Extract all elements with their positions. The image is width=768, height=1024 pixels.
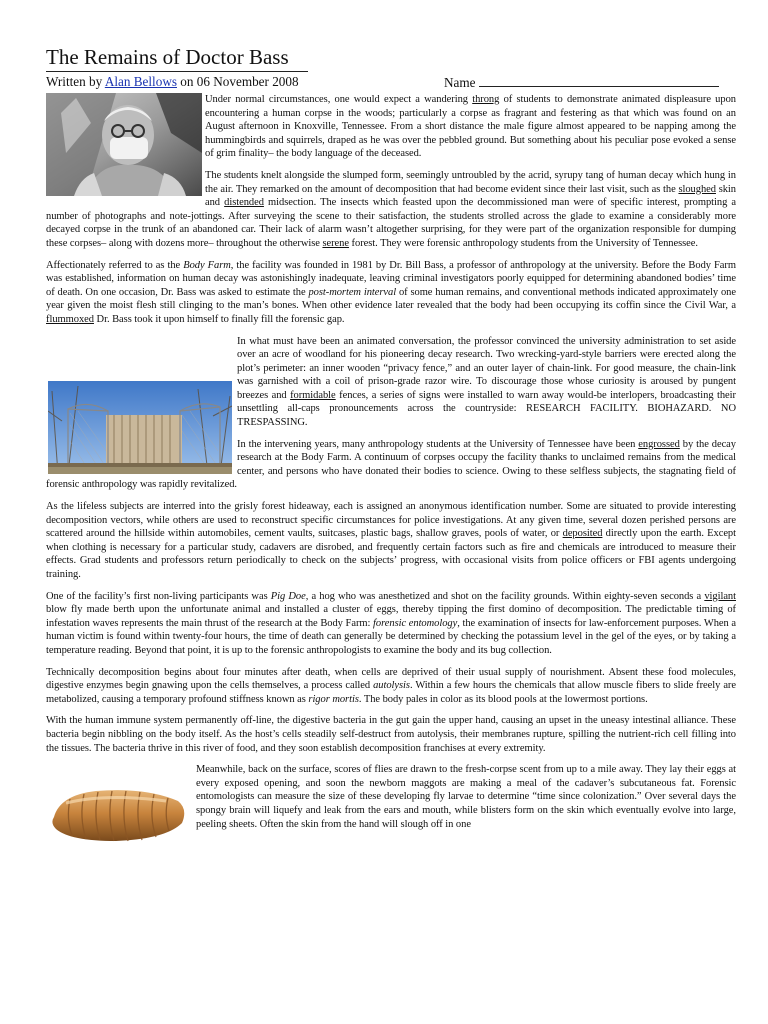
paragraph-2: The students knelt alongside the slumped form, seemingly untroubled by the acrid, syrupy tang of human decay which hung in the air. They remarked on the amount of decomposition that had become evident since their last visit, such as the sloughed skin and distended midsection. The insects which feasted upon the decommissioned man were of specific interest, prompting a number of photographs and note-jottings. After surveying the scene to their satisfaction, the students strolled across the glade to examine a considerably more decayed corpse in the trunk of an abandoned car. Their lack of alarm wasn’t altogether surprising, for they were part of the organization responsible for dumping these corpses– along with dozens more– throughout the otherwise serene forest. They were forensic anthropology students from the University of Tennessee. <box>46 169 736 249</box>
photo-maggot <box>46 779 190 851</box>
article-body <box>46 93 736 831</box>
paragraph-9: With the human immune system permanently off-line, the digestive bacteria in the gut gain the upper hand, causing an upset in the uneasy intestinal alliance. These bacteria begin nibbling on the body itself. As the host’s cells steadily self-destruct from autolysis, their membranes rupture, spilling the nutrient-rich cell filling into the tissues. The bacteria thrive in this river of food, and they soon establish decomposition franchises at every extremity. <box>46 715 736 754</box>
paragraph-1: Under normal circumstances, one would expect a wandering throng of students to demonstrate animated displeasure upon encountering a human corpse in the woods; particularly a corpse as fragrant and festering as that which was found on an August afternoon in Knoxville, Tennessee. From a short distance the male figure almost appeared to be napping among the hummingbirds and squirrels, draped as he was over the pebbled ground. But something about his peculiar pose evoked a sense of grim finality– the body language of the deceased. <box>205 94 736 160</box>
paragraph-7: One of the facility’s first non-living participants was Pig Doe, a hog who was anesthetized and shot on the facility grounds. Within eighty-seven seconds a vigilant blow fly made berth upon the unfortunate animal and installed a cluster of eggs, thereby tipping the first domino of decomposition. The predictable timing of infestation waves represents the main thrust of the research at the Body Farm: forensic entomology, the examination of insects for law-enforcement purposes. When a human victim is found within twenty-four hours, the time of death can generally be determined by checking the potassium level in the gel of the eyes, or by taking a temperature reading. Beyond that point, it is up to the forensic anthropologists to examine the body and its bug collection. <box>46 590 737 656</box>
paragraph-10: Meanwhile, back on the surface, scores of flies are drawn to the fresh-corpse scent from up to a mile away. They lay their eggs at every exposed opening, and soon the newborn maggots are making a meal of the cadaver’s subcutaneous fat. Forensic entomologists can measure the size of these developing fly larvae to determine “time since colonization.” Over several days the spongy brain will liquefy and leak from the ears and mouth, while blisters form on the skin which eventually evolve into large, peeling sheets. Often the skin from the hand will slough off in one <box>196 764 736 830</box>
written-by-label: Written by <box>46 74 103 89</box>
paragraph-8: Technically decomposition begins about four minutes after death, when cells are deprived of their usual supply of nourishment. Absent these food molecules, digestive enzymes begin gnawing upon the cells themselves, a process called autolysis. Within a few hours the chemicals that allow muscle fibers to slide freely are metabolized, causing a temporary profound stiffness known as rigor mortis. The body pales in color as its blood pools at the lowermost portions. <box>46 666 736 705</box>
paragraph-3: Affectionately referred to as the Body Farm, the facility was founded in 1981 by Dr. Bill Bass, a professor of anthropology at the university. Before the Body Farm was established, information on human decay was astonishingly inadequate, leaving criminal investigators poorly equipped for determining abandoned bodies’ time of death. On one occasion, Dr. Bass was asked to estimate the post-mortem interval of some human remains, and conventional methods indicated approximately one year given the moist flesh still clinging to the man’s bones. When other evidence later revealed that the body had been occupying its coffin since the Civil War, a flummoxed Dr. Bass took it upon himself to finally fill the forensic gap. <box>46 259 736 325</box>
photo-doctor-bass <box>46 93 202 196</box>
name-label: Name <box>444 75 476 90</box>
photo-body-farm-gate <box>48 381 232 474</box>
article-title: The Remains of Doctor Bass <box>46 44 308 72</box>
author-link[interactable]: Alan Bellows <box>104 74 177 89</box>
paragraph-5: In the intervening years, many anthropology students at the University of Tennessee have been engrossed by the decay research at the Body Farm. A continuum of corpses occupy the facility thanks to unclaimed remains from the medical center, and persons who have donated their bodies to science. Owing to these selfless subjects, the stagnating field of forensic anthropology was rapidly revitalized. <box>46 438 736 491</box>
paragraph-6: As the lifeless subjects are interred into the grisly forest hideaway, each is assigned an anonymous identification number. Some are situated to provide interesting decomposition vectors, while others are used to reconstruct specific circumstances for police investigations. At any given time, several dozen perished persons are scattered around the hillside within automobiles, cement vaults, suitcases, plastic bags, shallow graves, pools of water, or deposited directly upon the earth. Except when clothing is necessary for a particular study, cadavers are disrobed, and frequently certain factors such as fire and chemicals are introduced to measure their effects. Grad students and professors return periodically to check on the subjects’ progress, with occasional visits from police officers or FBI agents undergoing training. <box>46 501 736 580</box>
article-date: on 06 November 2008 <box>180 74 299 89</box>
name-field <box>444 73 719 92</box>
name-blank-line <box>479 73 719 87</box>
document-page <box>46 44 736 853</box>
byline <box>46 73 736 91</box>
paragraph-4: In what must have been an animated conversation, the professor convinced the university administration to set aside over an acre of woodland for his pioneering decay research. Two wrecking-yard-style barriers were erected along the plot’s perimeter: an inner wooden “privacy fence,” and an outer layer of chain-link. For good measure, the chain-link was garnished with a coil of prison-grade razor wire. To discourage those whose curiosity is aroused by pungent breezes and formidable fences, a series of signs were installed to warn away would-be interlopers, broadcasting their unsettling all-caps pronouncements across the countryside: RESEARCH FACILITY. BIOHAZARD. NO TRESPASSING. <box>237 335 736 429</box>
